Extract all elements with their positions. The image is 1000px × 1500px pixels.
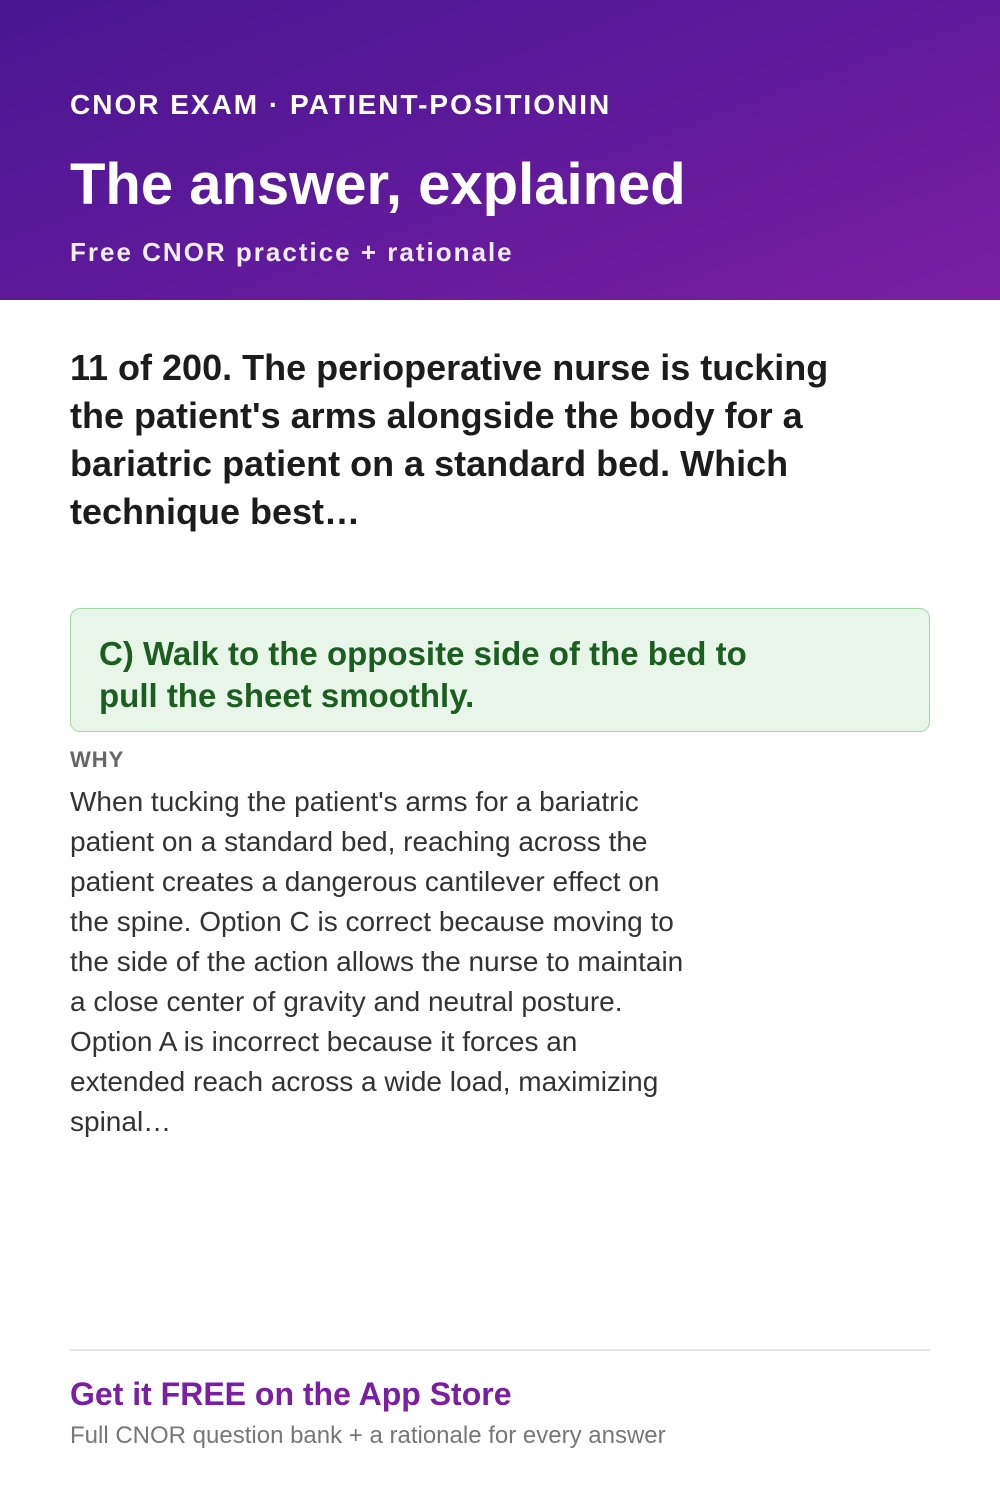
header-banner: [0, 0, 1000, 300]
app-store-description: Full CNOR question bank + a rationale for every answer: [70, 1422, 666, 1449]
footer-divider: [70, 1349, 930, 1351]
exam-category-label: CNOR EXAM · PATIENT-POSITIONIN: [70, 89, 612, 120]
header-subtitle: Free CNOR practice + rationale: [70, 237, 514, 267]
app-store-link[interactable]: Get it FREE on the App Store: [70, 1376, 512, 1412]
page-title: The answer, explained: [70, 152, 686, 217]
correct-answer-text: C) Walk to the opposite side of the bed to pull the sheet smoothly.: [99, 635, 747, 714]
rationale-label: WHY: [70, 747, 125, 772]
question-text: 11 of 200. The perioperative nurse is tucking the patient's arms alongside the body for a bariatric patient on a standard bed. Which technique best…: [70, 347, 829, 532]
correct-answer-card: [70, 608, 930, 732]
rationale-text: When tucking the patient's arms for a bariatric patient on a standard bed, reaching across the patient creates a dangerous cantilever effect on the spine. Option C is correct because moving to the side of the action allows the nurse to maintain a close center of gravity and neutral posture. Option A is incorrect because it forces an extended reach across a wide load, maximizing spinal…: [70, 786, 684, 1137]
